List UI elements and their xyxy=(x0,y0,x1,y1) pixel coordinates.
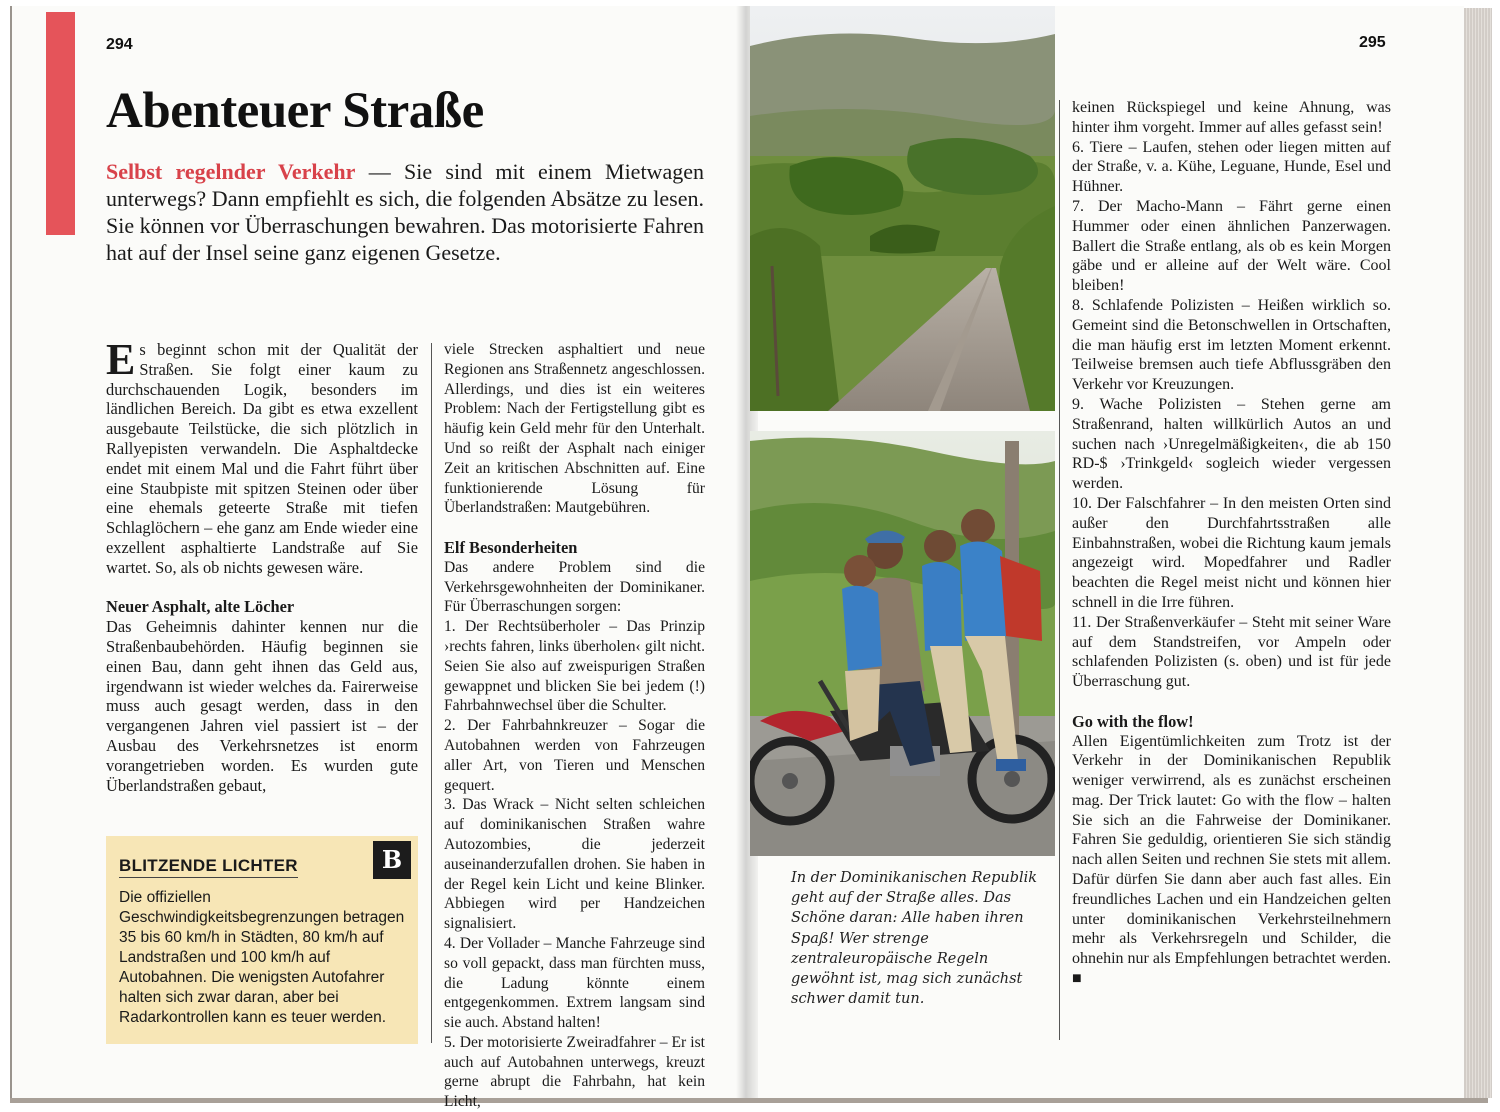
page-number-right: 295 xyxy=(1359,34,1386,51)
lead-kicker: Selbst regelnder Verkehr xyxy=(106,159,356,184)
list-item: 4. Der Vollader – Manche Fahrzeuge sind so voll gepackt, dass man fürchten muss, die Ladung könnte einem entgegenkommen. Extrem langsam sind sie auch. Abstand halten! xyxy=(444,934,705,1032)
section-heading: Neuer Asphalt, alte Löcher xyxy=(106,597,295,617)
road-landscape-image xyxy=(750,6,1055,411)
list-item: 11. Der Straßenverkäufer – Steht mit seiner Ware auf dem Standstreifen, vor Ampeln oder schlafenden Polizisten (s. oben) und ist für jede Überraschung gut. xyxy=(1072,613,1391,691)
column-divider-right xyxy=(1059,100,1060,1040)
chapter-accent-bar xyxy=(46,12,75,235)
info-box-badge: B xyxy=(373,841,411,879)
closing-paragraph xyxy=(1072,732,1391,989)
info-box-text: Die offiziellen Geschwindigkeitsbegrenzungen betragen 35 bis 60 km/h in Städten, 80 km/h auf Landstraßen und 100 km/h auf Autobahnen. Die wenigsten Autofahrer halten sich zwar daran, aber bei Radarkontrollen kann es teuer werden. xyxy=(119,889,405,1026)
photo-caption: In der Dominikanischen Republik geht auf der Straße alles. Das Schöne daran: Alle haben ihren Spaß! Wer strenge zentraleuropäische Regeln gewöhnt ist, mag sich zunächst schwer damit tun. xyxy=(791,870,1038,1008)
photo-family-on-motorbike xyxy=(750,431,1055,856)
list-item: 1. Der Rechtsüberholer – Das Prinzip ›rechts fahren, links überholen‹ gilt nicht. Seien Sie also auf zweispurigen Straßen gewappnet und blicken Sie bei jedem (!) Fahrbahnwechsel über die Schulter. xyxy=(444,618,705,715)
list-item: 6. Tiere – Laufen, stehen oder liegen mitten auf der Straße, v. a. Kühe, Leguane, Hunde, Esel und Hühner. xyxy=(1072,138,1391,196)
closing-text: Allen Eigentümlichkeiten zum Trotz ist der Verkehr in der Dominikanischen Republik weniger verwirrend, als es zunächst erscheinen mag. Der Trick lautet: Go with the flow – halten Sie sich an die Fahrweise der Dominikaner. Fahren Sie geduldig, orientieren Sie sich ständig nach allen Seiten und rechnen Sie stets mit allem. Dafür dürfen Sie dann aber auch fast alles. Ein freundliches Lachen und ein Handzeichen gelten unter dominikanischen Verkehrsteilnehmern mehr als Verkehrsregeln und Schilder, die ohnehin nur als Empfehlungen betrachtet werden. xyxy=(1072,732,1391,968)
list-item: keinen Rückspiegel und keine Ahnung, was hinter ihm vorgeht. Immer auf alles gefasst sein! xyxy=(1072,99,1391,136)
photo-road-landscape xyxy=(750,6,1055,411)
lead-paragraph xyxy=(106,158,704,266)
list-item: 5. Der motorisierte Zweiradfahrer – Er ist auch auf Autobahnen unterwegs, kreuzt gerne abrupt die Fahrbahn, hat kein Licht, xyxy=(444,1033,705,1111)
left-column-2 xyxy=(444,340,705,1112)
section-body: Das Geheimnis dahinter kennen nur die Straßenbaubehörden. Häufig beginnen sie einen Bau, dann geht ihnen das Geld aus, irgendwann ist wieder welches da. Fairerweise muss auch gesagt werden, dass in den vergangenen Jahren viel passiert ist – der Ausbau des Verkehrsnetzes ist enorm vorangetrieben worden. Es wurden gute Überlandstraßen gebaut, xyxy=(106,617,418,795)
list-item: 2. Der Fahrbahnkreuzer – Sogar die Autobahnen werden von Fahrzeugen aller Art, von Tieren und Menschen gequert. xyxy=(444,717,705,794)
section-heading: Go with the flow! xyxy=(1072,711,1194,731)
end-mark-icon: ■ xyxy=(1072,970,1082,988)
section-body: Das andere Problem sind die Verkehrsgewohnheiten der Dominikaner. Für Überraschungen sorgen: xyxy=(444,558,705,616)
page-number-left: 294 xyxy=(106,36,133,53)
info-box xyxy=(106,836,418,1044)
column-divider xyxy=(431,343,432,1043)
list-item: 8. Schlafende Polizisten – Heißen wirklich so. Gemeint sind die Betonschwellen in Ortschaften, die man häufig erst im letzten Moment erkennt. Teilweise bremsen auch tiefe Abflussgräben den Verkehr vor Kreuzungen. xyxy=(1072,296,1391,394)
right-column xyxy=(1072,98,1391,989)
info-box-title: BLITZENDE LICHTER xyxy=(119,856,298,878)
section-heading: Elf Besonderheiten xyxy=(444,537,578,557)
intro-text: s beginnt schon mit der Qualität der Straßen. Sie folgt einer kaum zu durchschauenden Logik, besonders im ländlichen Bereich. Da gibt es etwa exzellent ausgebaute Teilstücke, die sich plötzlich in Rallyepisten verwandeln. Die Asphaltdecke endet mit einem Mal und die Fahrt führt über eine Staubpiste mit spitzen Steinen oder über eine ehemals geteerte Straße mit tiefen Schlaglöchern – ehe ganz am Ende wieder eine exzellent asphaltierte Landstraße auf Sie wartet. So, als ob nichts gewesen wäre. xyxy=(106,340,418,577)
left-column-1 xyxy=(106,335,418,795)
article-title: Abenteuer Straße xyxy=(106,83,484,139)
drop-cap: E xyxy=(106,335,136,384)
motorbike-image xyxy=(750,431,1055,856)
list-item: 10. Der Falschfahrer – In den meisten Orten sind außer den Durchfahrtsstraßen alle Einbahnstraßen, wobei die Richtung kaum jemals angezeigt wird. Mopedfahrer und Radler beachten die Regel meist nicht und können hier schnell in die Irre führen. xyxy=(1072,494,1391,611)
list-item: 3. Das Wrack – Nicht selten schleichen auf dominikanischen Straßen wahre Autozombies, die jederzeit auseinanderzufallen drohen. Sie haben in der Regel kein Licht und keine Blinker. Abbiegen wird per Handzeichen signalisiert. xyxy=(444,796,705,933)
list-item: 9. Wache Polizisten – Stehen gerne am Straßenrand, halten willkürlich Autos an und suchen nach ›Unregelmäßigkeiten‹, die ab 150 RD-$ ›Trinkgeld‹ sogleich wieder vergessen werden. xyxy=(1072,395,1391,493)
column-intro: viele Strecken asphaltiert und neue Regionen ans Straßennetz angeschlossen. Allerdings, und dies ist ein weiteres Problem: Nach der Fertigstellung gibt es häufig kein Geld mehr für den Unterhalt. Und so reißt der Asphalt nach einiger Zeit an kritischen Abschnitten auf. Eine funktionierende Lösung für Überlandstraßen: Mautgebühren. xyxy=(444,341,705,517)
book-bottom-edge xyxy=(10,1098,1488,1103)
page-edges xyxy=(1462,8,1492,1098)
lead-text: — Sie sind mit einem Mietwagen unterwegs? Dann empfiehlt es sich, die folgenden Absätze zu lesen. Sie können vor Überraschungen bewahren. Das motorisierte Fahren hat auf der Insel seine ganz eigenen Gesetze. xyxy=(106,159,704,265)
intro-paragraph xyxy=(106,335,418,578)
list-item: 7. Der Macho-Mann – Fährt gerne einen Hummer oder einen ähnlichen Panzerwagen. Ballert die Straße entlang, als ob es kein Morgen gäbe und er alleine auf der Welt wäre. Cool bleiben! xyxy=(1072,197,1391,295)
